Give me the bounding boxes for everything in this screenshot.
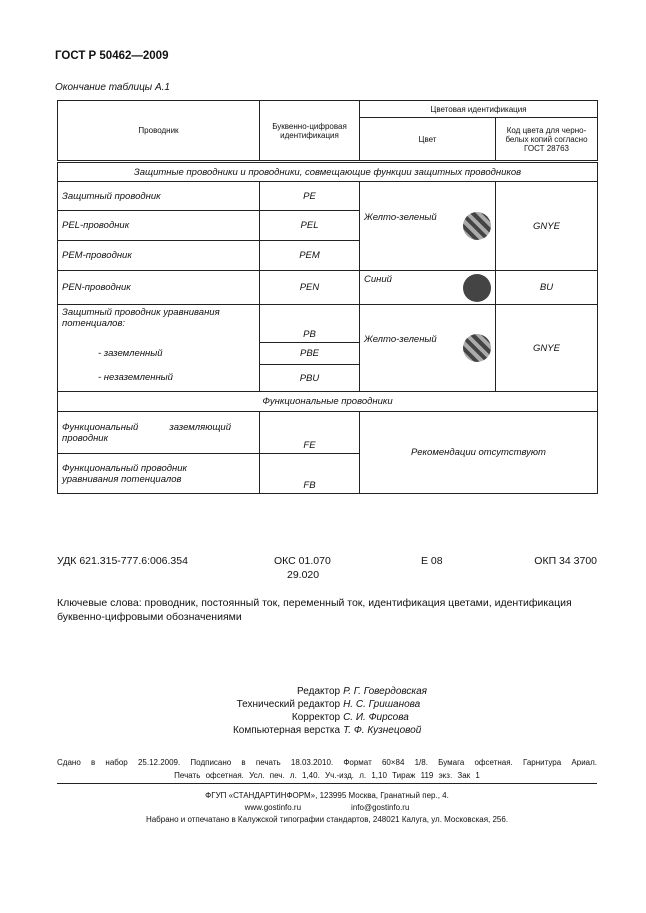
color-name: Желто-зеленый (364, 334, 437, 345)
row-name: Защитный проводник (58, 182, 260, 211)
color-cell (360, 271, 496, 305)
publisher-line-3: Набрано и отпечатано в Калужской типографии стандартов, 248021 Калуга, ул. Московская, 256. (145, 815, 509, 824)
color-name: Синий (364, 273, 392, 285)
row-name: Защитный проводник уравнивания потенциалов: (58, 305, 260, 343)
document-title: ГОСТ Р 50462—2009 (55, 50, 169, 62)
yellow-green-swatch-icon (463, 212, 491, 240)
editors (200, 685, 460, 737)
publisher-email[interactable]: info@gostinfo.ru (351, 803, 410, 812)
editor-name: Р. Г. Говердовская (343, 686, 428, 697)
row-name: Функциональный заземляющий проводник (58, 412, 260, 454)
row-name: - незаземленный (58, 365, 260, 392)
header-color: Цвет (360, 118, 496, 162)
color-cell (360, 182, 496, 271)
editor-name: Н. С. Гришанова (343, 699, 421, 710)
editor-name: Т. Ф. Кузнецовой (343, 725, 422, 736)
row-name: PEL-проводник (58, 211, 260, 241)
bw-code: GNYE (496, 182, 598, 271)
bw-code: GNYE (496, 305, 598, 392)
table-caption: Окончание таблицы А.1 (55, 82, 170, 93)
row-code: FB (260, 454, 360, 494)
divider (57, 783, 597, 784)
color-name: Желто-зеленый (364, 212, 437, 223)
row-name: PEN-проводник (58, 271, 260, 305)
keywords: Ключевые слова: проводник, постоянный ток, переменный ток, идентификация цветами, идентификация буквенно-цифровыми обозначениями (57, 597, 572, 623)
oks-code-2: 29.020 (287, 569, 320, 581)
row-code: PB (260, 305, 360, 343)
row-code: PEL (260, 211, 360, 241)
publication-info (57, 756, 597, 782)
blue-swatch-icon (463, 274, 491, 302)
row-code: PBU (260, 365, 360, 392)
row-name: - заземленный (58, 343, 260, 365)
no-recommendation: Рекомендации отсутствуют (360, 412, 598, 494)
publisher-line-1: ФГУП «СТАНДАРТИНФОРМ», 123995 Москва, Гранатный пер., 4. (205, 791, 449, 800)
header-color-id: Цветовая идентификация (360, 101, 598, 118)
pub-line-1: Сдано в набор 25.12.2009. Подписано в печать 18.03.2010. Формат 60×84 1/8. Бумага офсетная. Гарнитура Ариал. (57, 758, 597, 767)
color-cell (360, 305, 496, 392)
row-name: PEM-проводник (58, 241, 260, 271)
header-bw-code: Код цвета для черно-белых копий согласно ГОСТ 28763 (496, 118, 598, 162)
yellow-green-swatch-icon (463, 334, 491, 362)
editor-role: Редактор (297, 686, 341, 697)
editor-name: С. И. Фирсова (343, 712, 409, 723)
row-code: PEN (260, 271, 360, 305)
row-code: PBE (260, 343, 360, 365)
udk-code: УДК 621.315-777.6:006.354 (57, 555, 188, 567)
row-code: FE (260, 412, 360, 454)
section-protective: Защитные проводники и проводники, совмещающие функции защитных проводников (58, 162, 598, 182)
conductor-table (57, 100, 598, 494)
oks-code: ОКС 01.070 (274, 555, 331, 567)
pub-line-2: Печать офсетная. Усл. печ. л. 1,40. Уч.-изд. л. 1,10 Тираж 119 экз. Зак 1 (174, 771, 480, 780)
row-code: PE (260, 182, 360, 211)
publisher-web[interactable]: www.gostinfo.ru (244, 803, 302, 812)
bw-code: BU (496, 271, 598, 305)
section-functional: Функциональные проводники (58, 392, 598, 412)
editor-role: Компьютерная верстка (232, 725, 341, 736)
okp-code: ОКП 34 3700 (534, 555, 597, 567)
editor-role: Технический редактор (236, 699, 341, 710)
editor-role: Корректор (291, 712, 341, 723)
e-code: Е 08 (421, 555, 443, 567)
header-conductor: Проводник (58, 101, 260, 162)
row-code: PEM (260, 241, 360, 271)
publisher-info (57, 790, 597, 826)
header-alnum: Буквенно-цифровая идентификация (260, 101, 360, 162)
row-name: Функциональный проводник уравнивания потенциалов (58, 454, 260, 494)
